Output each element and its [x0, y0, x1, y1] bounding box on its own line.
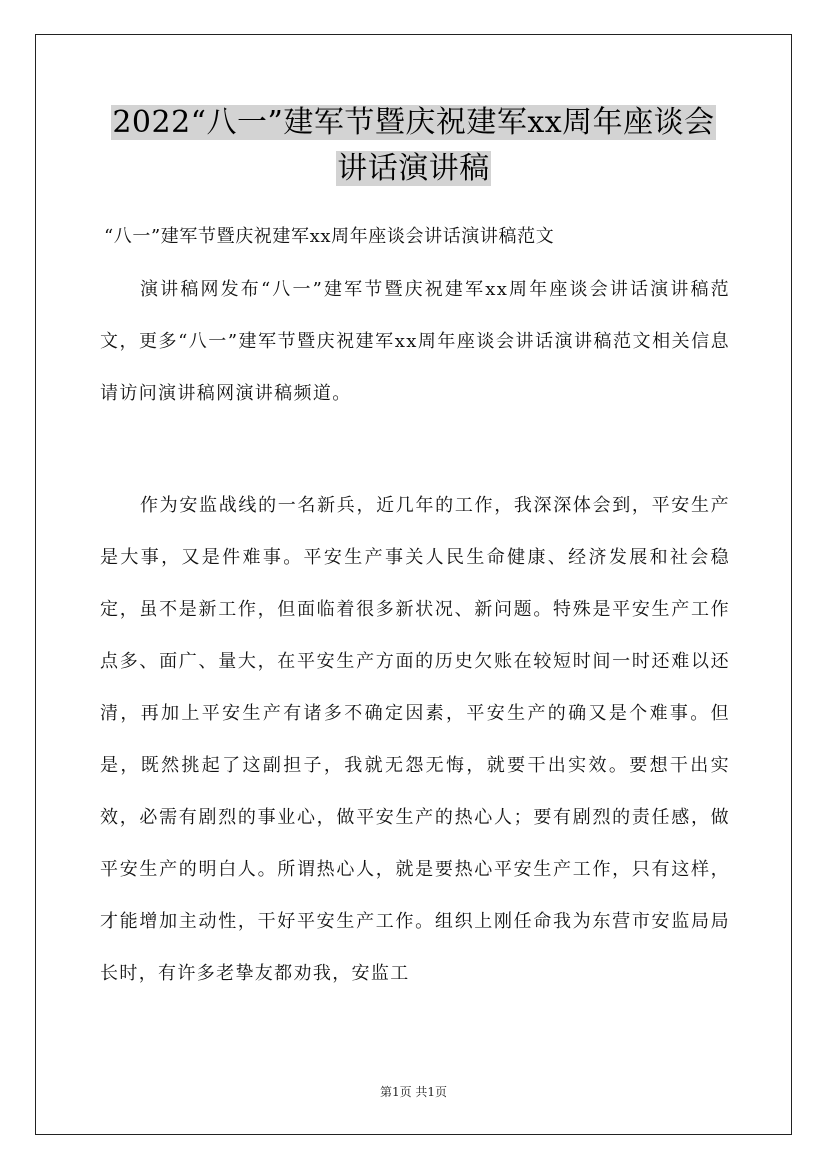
title-line-1: 2022“八一”建军节暨庆祝建军xx周年座谈会 [112, 105, 715, 140]
body-paragraph: 作为安监战线的一名新兵，近几年的工作，我深深体会到，平安生产是大事，又是件难事。平安生产事关人民生命健康、经济发展和社会稳定，虽不是新工作，但面临着很多新状况、新问题。特殊是平安生产工作点多、面广、量大，在平安生产方面的历史欠账在较短时间一时还难以还清，再加上平安生产有诸多不确定因素，平安生产的确又是个难事。但是，既然挑起了这副担子，我就无怨无悔，就要干出实效。要想干出实效，必需有剧烈的事业心，做平安生产的热心人；要有剧烈的责任感，做平安生产的明白人。所谓热心人，就是要热心平安生产工作，只有这样，才能增加主动性，干好平安生产工作。组织上刚任命我为东营市安监局局长时，有许多老挚友都劝我，安监工 [100, 495, 730, 984]
intro-paragraph: 演讲稿网发布“八一”建军节暨庆祝建军xx周年座谈会讲话演讲稿范文，更多“八一”建军节暨庆祝建军xx周年座谈会讲话演讲稿范文相关信息请访问演讲稿网演讲稿频道。 [100, 279, 730, 404]
title-line-2: 讲话演讲稿 [337, 151, 490, 186]
document-subtitle: “八一”建军节暨庆祝建军xx周年座谈会讲话演讲稿范文 [104, 226, 555, 247]
document-title [40, 100, 787, 192]
page-footer: 第1页 共1页 [379, 1085, 448, 1099]
